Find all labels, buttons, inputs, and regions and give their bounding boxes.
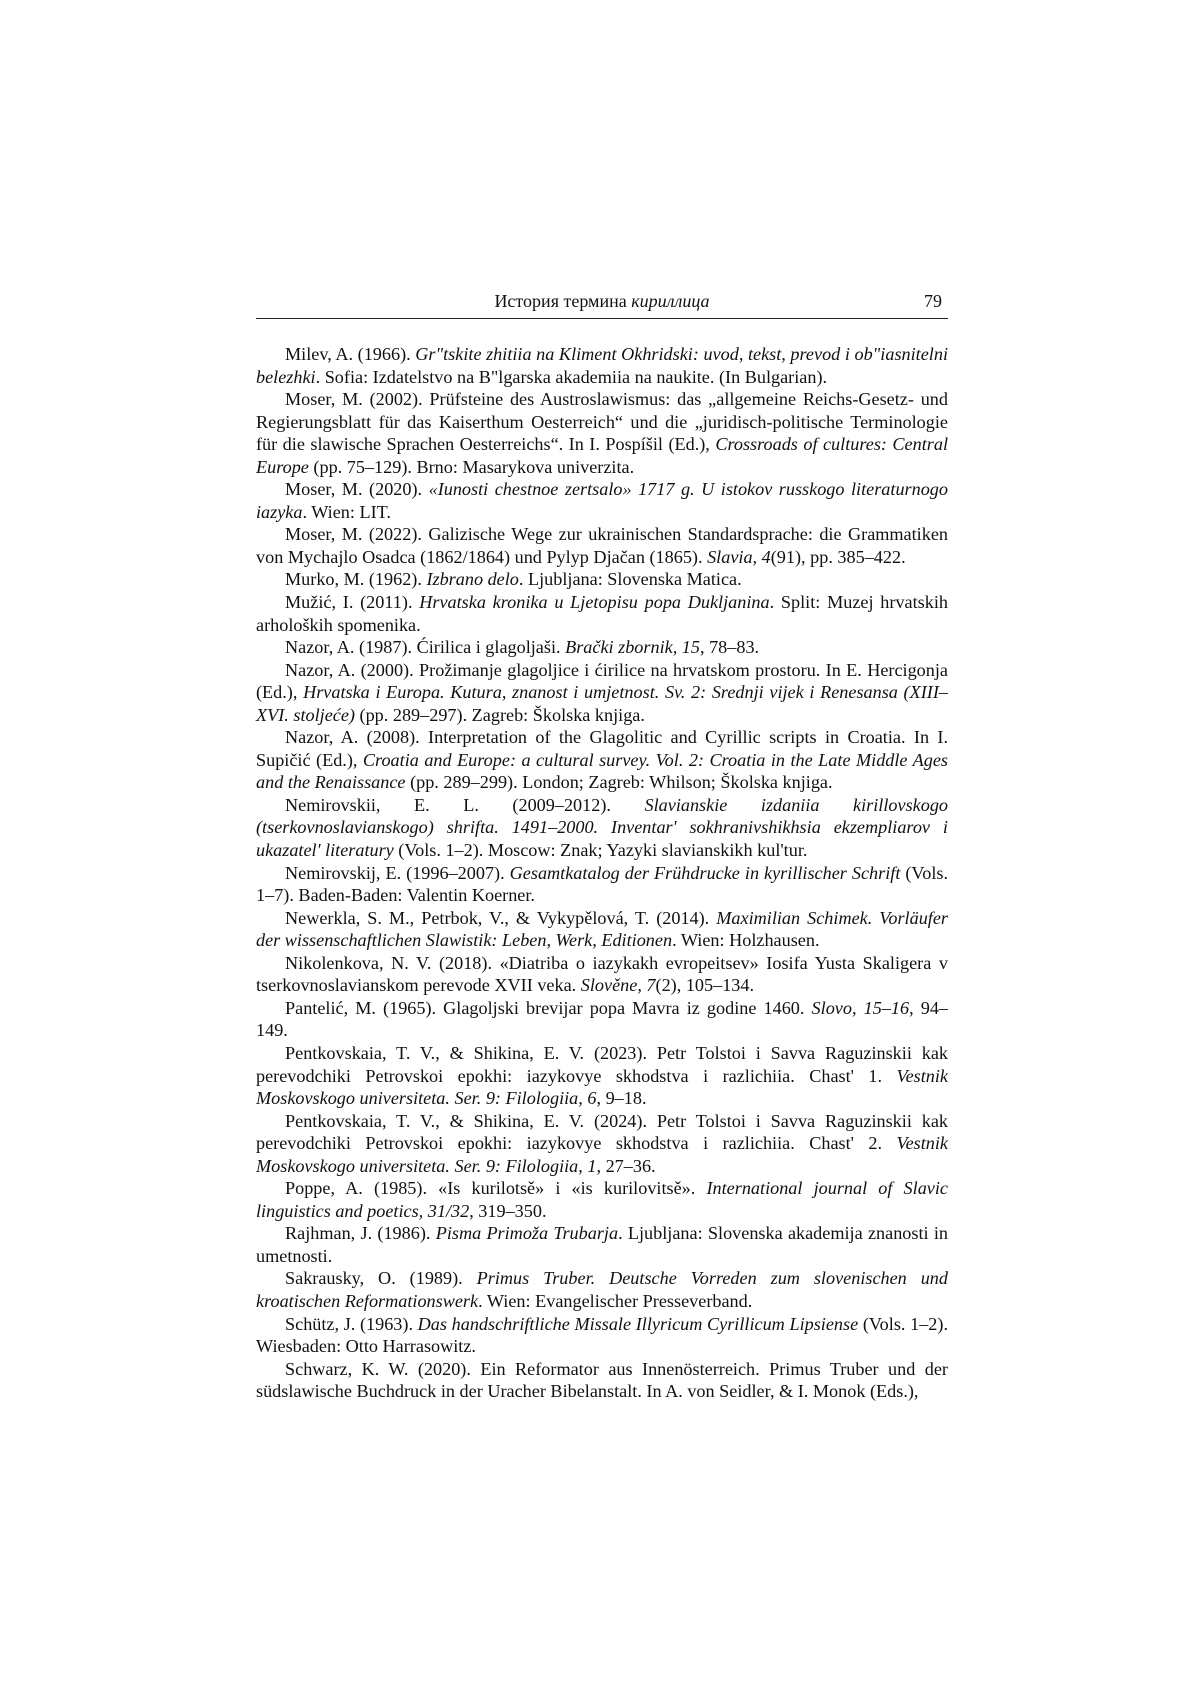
reference-text-segment: , 78–83.	[699, 637, 760, 658]
reference-title-segment: International journal of Slavic linguistics and poetics, 31/32	[256, 1178, 948, 1221]
running-header	[256, 286, 948, 319]
reference-entry-pentkovskaia-2023	[256, 1042, 948, 1110]
reference-text-segment: (Vols. 1–2). Moscow: Znak; Yazyki slavianskikh kul'tur.	[393, 840, 808, 861]
reference-text-segment: Nikolenkova, N. V. (2018). «Diatriba o iazykakh evropeitsev» Iosifa Yusta Skaligera v tserkovnoslavianskom perevode XVII veka.	[256, 952, 948, 996]
reference-title-segment: Slovo, 15–16	[811, 997, 910, 1018]
reference-text-segment: (Vols. 1–7). Baden-Baden: Valentin Koerner.	[256, 862, 948, 906]
reference-title-segment: Gesamtkatalog der Frühdrucke in kyrillischer Schrift	[509, 862, 901, 883]
running-title-italic: кириллица	[631, 291, 710, 311]
reference-text-segment: . Ljubljana: Slovenska Matica.	[518, 569, 742, 590]
reference-text-segment: . Split: Muzej hrvatskih arholoških spomenika.	[256, 592, 948, 635]
reference-text-segment: . Wien: Holzhausen.	[672, 930, 820, 951]
reference-entry-nazor-2008	[256, 726, 948, 794]
reference-entry-newerkla-2014	[256, 907, 948, 952]
reference-text-segment: Mužić, I. (2011).	[285, 592, 420, 613]
reference-title-segment: Croatia and Europe: a cultural survey. Vol. 2: Croatia in the Late Middle Ages and the Renaissance	[256, 749, 949, 793]
reference-text-segment: Moser, M. (2020).	[285, 479, 429, 500]
reference-text-segment: Nemirovskii, E. L. (2009–2012).	[285, 794, 645, 815]
reference-entry-nikolenkova-2018	[256, 952, 948, 997]
reference-title-segment: Slověne, 7	[580, 975, 656, 996]
reference-entry-nemirovskii-2009	[256, 794, 948, 862]
reference-text-segment: (2), 105–134.	[655, 975, 755, 996]
reference-title-segment: Pisma Primoža Trubarja	[435, 1223, 619, 1244]
page-number: 79	[924, 291, 942, 311]
reference-title-segment: Das handschriftliche Missale Illyricum Cyrillicum Lipsiense	[417, 1313, 859, 1334]
reference-title-segment: «Iunosti chestnoe zertsalo» 1717 g. U istokov russkogo literaturnogo iazyka	[256, 479, 948, 522]
reference-text-segment: Schütz, J. (1963).	[285, 1313, 418, 1334]
reference-text-segment: Sakrausky, O. (1989).	[285, 1268, 477, 1289]
reference-entry-schwarz-2020	[256, 1358, 948, 1403]
reference-text-segment: . Wien: LIT.	[302, 501, 391, 522]
reference-title-segment: Hrvatska kronika u Ljetopisu popa Dukljanina	[419, 592, 770, 613]
reference-text-segment: , 27–36.	[596, 1155, 656, 1176]
reference-entry-poppe-1985	[256, 1177, 948, 1222]
reference-entry-nazor-1987	[256, 636, 948, 659]
reference-text-segment: (Vols. 1–2). Wiesbaden: Otto Harrasowitz.	[256, 1313, 948, 1357]
reference-title-segment: Crossroads of cultures: Central Europe	[256, 434, 948, 477]
reference-text-segment: Milev, A. (1966).	[285, 344, 416, 364]
reference-entry-sakrausky-1989	[256, 1267, 948, 1312]
reference-entry-moser-2022	[256, 523, 948, 568]
reference-entry-nemirovskij-1996	[256, 862, 948, 907]
reference-text-segment: Murko, M. (1962).	[285, 569, 427, 590]
reference-entry-muzic-2011	[256, 591, 948, 636]
reference-text-segment: Pentkovskaia, T. V., & Shikina, E. V. (2023). Petr Tolstoi i Savva Raguzinskii kak perevodchiki Petrovskoi epokhi: iazykovye skhodstva i razlichiia. Chast' 1.	[256, 1042, 948, 1086]
running-title-plain: История термина	[494, 291, 632, 311]
reference-text-segment: Newerkla, S. M., Petrbok, V., & Vykypělová, T. (2014).	[285, 907, 717, 928]
reference-text-segment: (pp. 289–297). Zagreb: Školska knjiga.	[354, 704, 645, 725]
reference-text-segment: (91), pp. 385–422.	[770, 546, 906, 567]
reference-title-segment: Gr"tskite zhitiia na Kliment Okhridski: uvod, tekst, prevod i ob"iasnitelni belezhki	[256, 344, 948, 387]
reference-entry-murko-1962	[256, 568, 948, 591]
reference-text-segment: . Sofia: Izdatelstvo na B"lgarska akademiia na naukite. (In Bulgarian).	[315, 366, 828, 387]
reference-title-segment: Hrvatska i Europa. Kutura, znanost i umjetnost. Sv. 2: Srednji vijek i Renesansa (XIII–XVI. stoljeće)	[256, 682, 948, 725]
reference-title-segment: Maximilian Schimek. Vorläufer der wissenschaftlichen Slawistik: Leben, Werk, Editionen	[256, 907, 948, 951]
reference-text-segment: Pantelić, M. (1965). Glagoljski brevijar popa Mavra iz godine 1460.	[285, 997, 812, 1018]
reference-text-segment: Poppe, A. (1985). «Is kurilotsě» i «is kurilovitsě».	[285, 1178, 707, 1199]
reference-entry-pantelic-1965	[256, 997, 948, 1042]
reference-entry-pentkovskaia-2024	[256, 1110, 948, 1178]
reference-text-segment: (pp. 289–299). London; Zagreb: Whilson; Školska knjiga.	[405, 772, 833, 793]
reference-title-segment: Izbrano delo	[426, 569, 519, 590]
reference-entry-schutz-1963	[256, 1313, 948, 1358]
reference-entry-nazor-2000	[256, 659, 948, 727]
reference-text-segment: Nazor, A. (2008). Interpretation of the Glagolitic and Cyrillic scripts in Croatia. In I. Supičić (Ed.),	[256, 727, 948, 770]
reference-text-segment: Nemirovskij, E. (1996–2007).	[285, 862, 510, 883]
reference-text-segment: . Wien: Evangelischer Presseverband.	[478, 1290, 753, 1311]
reference-entry-moser-2020	[256, 478, 948, 523]
reference-title-segment: Slavianskie izdaniia kirillovskogo (tserkovnoslavianskogo) shrifta. 1491–2000. Inventar' sokhranivshikhsia ekzempliarov i ukazatel' literatury	[256, 794, 949, 861]
reference-title-segment: Vestnik Moskovskogo universiteta. Ser. 9: Filologiia, 6	[256, 1065, 948, 1109]
reference-text-segment: (pp. 75–129). Brno: Masarykova univerzita.	[308, 456, 635, 477]
reference-text-segment: Moser, M. (2022). Galizische Wege zur ukrainischen Standardsprache: die Grammatiken von Mychajlo Osadca (1862/1864) und Pylyp Djačan (1865).	[256, 524, 948, 567]
reference-text-segment: Rajhman, J. (1986).	[285, 1223, 436, 1244]
reference-text-segment: Schwarz, K. W. (2020). Ein Reformator aus Innenösterreich. Primus Truber und der südslawische Buchdruck in der Uracher Bibelanstalt. In A. von Seidler, & I. Monok (Eds.),	[256, 1358, 948, 1402]
running-title	[256, 291, 948, 311]
reference-text-segment: , 94–149.	[256, 997, 949, 1041]
reference-list	[256, 343, 948, 1403]
reference-entry-milev-1966	[256, 343, 948, 388]
reference-title-segment: Brački zbornik, 15	[565, 637, 700, 658]
reference-title-segment: Primus Truber. Deutsche Vorreden zum slovenischen und kroatischen Reformationswerk	[256, 1268, 948, 1311]
reference-entry-rajhman-1986	[256, 1222, 948, 1267]
reference-title-segment: Slavia, 4	[707, 546, 771, 567]
reference-text-segment: Moser, M. (2002). Prüfsteine des Austroslawismus: das „allgemeine Reichs-Gesetz- und Regierungsblatt für das Kaiserthum Oesterreich“ und die „juridisch-politische Terminologie für die slawische Sprachen Oesterreichs“. In I. Pospíšil (Ed.),	[256, 389, 948, 455]
reference-text-segment: , 9–18.	[596, 1088, 647, 1109]
reference-text-segment: Nazor, A. (2000). Prožimanje glagoljice i ćirilice na hrvatskom prostoru. In E. Hercigonja (Ed.),	[256, 659, 948, 703]
reference-entry-moser-2002	[256, 388, 948, 478]
reference-text-segment: , 319–350.	[469, 1200, 547, 1221]
reference-text-segment: Pentkovskaia, T. V., & Shikina, E. V. (2024). Petr Tolstoi i Savva Raguzinskii kak perevodchiki Petrovskoi epokhi: iazykovye skhodstva i razlichiia. Chast' 2.	[256, 1110, 948, 1154]
reference-title-segment: Vestnik Moskovskogo universiteta. Ser. 9: Filologiia, 1	[256, 1133, 948, 1176]
reference-text-segment: . Ljubljana: Slovenska akademija znanosti in umetnosti.	[256, 1223, 948, 1266]
reference-text-segment: Nazor, A. (1987). Ćirilica i glagoljaši.	[285, 637, 566, 658]
